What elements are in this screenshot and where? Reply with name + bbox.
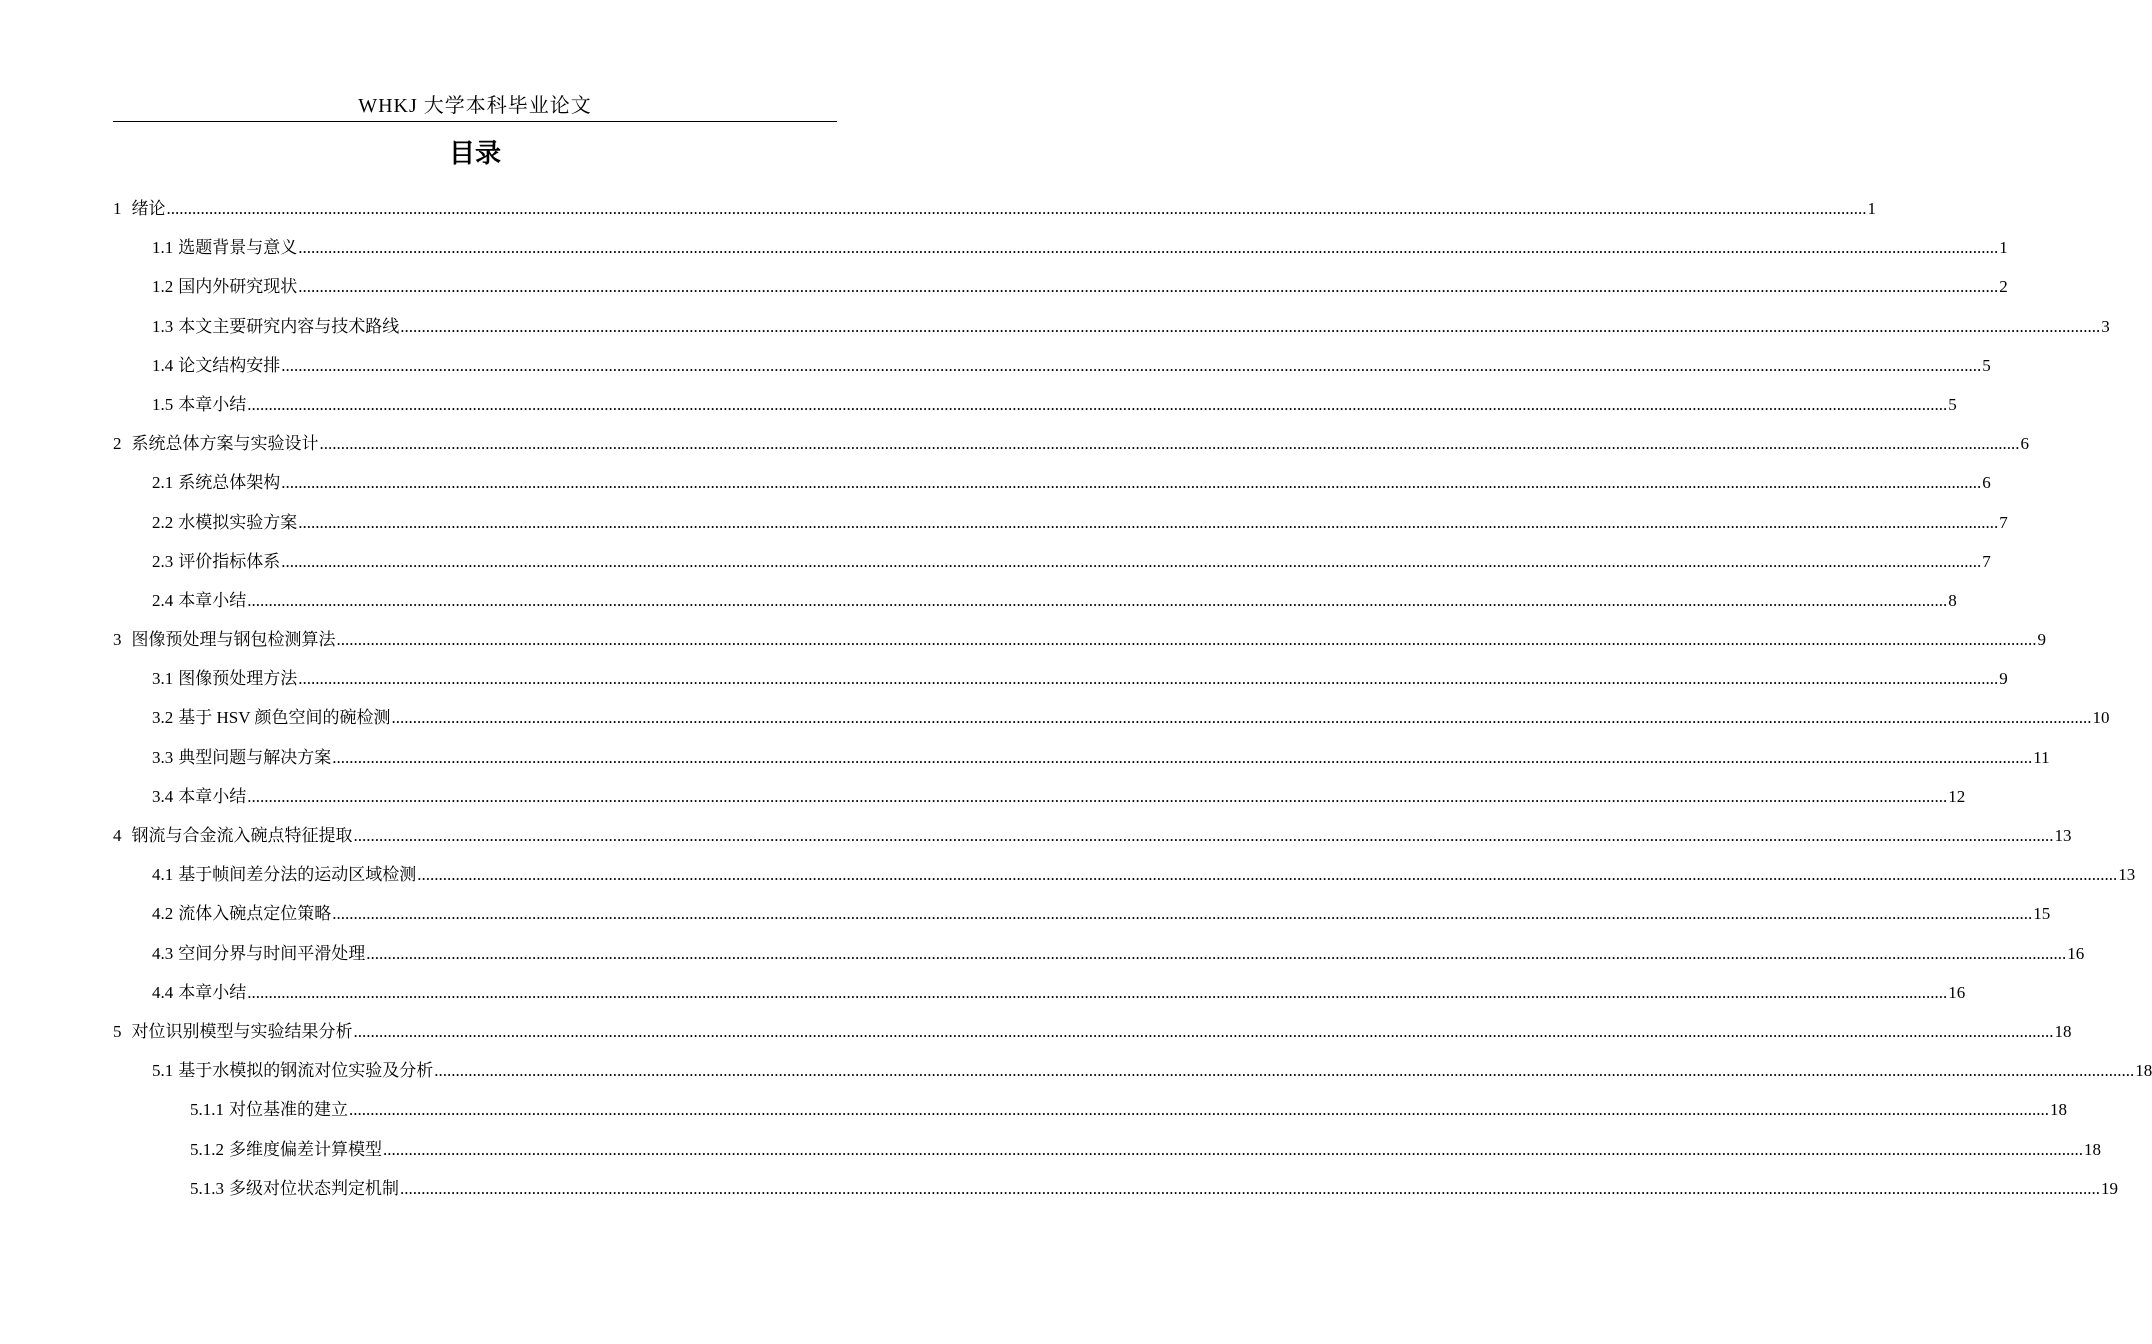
toc-entry-page-number: 12 xyxy=(1948,786,1966,806)
toc-entry[interactable] xyxy=(113,315,2110,354)
toc-entry-page-number: 13 xyxy=(2118,865,2136,885)
toc-entry-title: 图像预处理与钢包检测算法 xyxy=(131,630,336,650)
toc-entry[interactable] xyxy=(113,1177,2118,1216)
toc-entry[interactable] xyxy=(113,628,2046,667)
toc-entry-title: 水模拟实验方案 xyxy=(178,512,298,532)
table-of-contents xyxy=(113,197,2152,1216)
toc-entry-number: 5.1 xyxy=(152,1061,174,1081)
toc-entry[interactable] xyxy=(113,706,2110,745)
toc-entry-page-number: 6 xyxy=(1982,473,1991,493)
toc-entry-title: 本章小结 xyxy=(178,982,247,1002)
toc-entry-number: 2.4 xyxy=(152,590,174,610)
toc-entry-number: 2 xyxy=(113,434,122,454)
toc-entry-number: 5.1.2 xyxy=(190,1139,224,1159)
toc-entry-title: 空间分界与时间平滑处理 xyxy=(178,943,366,963)
toc-entry[interactable] xyxy=(113,550,1991,589)
toc-entry-title: 流体入碗点定位策略 xyxy=(178,904,332,924)
toc-entry[interactable] xyxy=(113,1059,2152,1098)
toc-dot-leader: ................................................................................................................................................................................................................................................................................................................................................................................................................ xyxy=(400,1178,2100,1198)
toc-entry-title: 多维度偏差计算模型 xyxy=(229,1139,382,1159)
toc-entry-number: 1.4 xyxy=(152,355,174,375)
toc-entry[interactable] xyxy=(113,1138,2101,1177)
toc-dot-leader: ................................................................................................................................................................................................................................................................................................................................................................................................................ xyxy=(353,1021,2054,1041)
toc-entry-page-number: 10 xyxy=(2092,708,2110,728)
toc-dot-leader: ................................................................................................................................................................................................................................................................................................................................................................................................................ xyxy=(349,1100,2049,1120)
toc-entry-number: 5.1.1 xyxy=(190,1100,224,1120)
toc-entry-number: 4.3 xyxy=(152,943,174,963)
toc-entry[interactable] xyxy=(113,511,2008,550)
toc-entry[interactable] xyxy=(113,432,2029,471)
toc-entry[interactable] xyxy=(113,471,1991,510)
toc-dot-leader: ................................................................................................................................................................................................................................................................................................................................................................................................................ xyxy=(332,904,2033,924)
toc-entry[interactable] xyxy=(113,236,2008,275)
toc-dot-leader: ................................................................................................................................................................................................................................................................................................................................................................................................................ xyxy=(319,434,2020,454)
toc-entry-page-number: 13 xyxy=(2054,826,2072,845)
toc-entry-page-number: 11 xyxy=(2033,747,2050,767)
toc-entry-title: 本章小结 xyxy=(178,590,247,610)
toc-dot-leader: ................................................................................................................................................................................................................................................................................................................................................................................................................ xyxy=(247,982,1948,1002)
toc-entry[interactable] xyxy=(113,1098,2067,1137)
toc-entry-title: 选题背景与意义 xyxy=(178,238,298,258)
toc-entry-page-number: 16 xyxy=(2067,943,2085,963)
toc-entry[interactable] xyxy=(113,902,2051,941)
toc-entry-title: 绪论 xyxy=(131,199,166,218)
toc-entry-page-number: 5 xyxy=(1982,355,1991,375)
toc-dot-leader: ................................................................................................................................................................................................................................................................................................................................................................................................................ xyxy=(281,355,1982,375)
toc-entry-number: 3.1 xyxy=(152,669,174,689)
toc-entry-title: 系统总体架构 xyxy=(178,473,281,493)
toc-dot-leader: ................................................................................................................................................................................................................................................................................................................................................................................................................ xyxy=(298,669,1999,689)
toc-dot-leader: ................................................................................................................................................................................................................................................................................................................................................................................................................ xyxy=(332,747,2033,767)
toc-entry-number: 3.3 xyxy=(152,747,174,767)
toc-entry[interactable] xyxy=(113,197,1876,236)
toc-entry-number: 2.2 xyxy=(152,512,174,532)
toc-dot-leader: ................................................................................................................................................................................................................................................................................................................................................................................................................ xyxy=(247,394,1948,414)
toc-entry-number: 1.1 xyxy=(152,238,174,258)
toc-entry-number: 4.1 xyxy=(152,865,174,885)
toc-entry[interactable] xyxy=(113,942,2085,981)
toc-dot-leader: ................................................................................................................................................................................................................................................................................................................................................................................................................ xyxy=(166,199,1867,218)
toc-dot-leader: ................................................................................................................................................................................................................................................................................................................................................................................................................ xyxy=(400,316,2101,336)
toc-entry-page-number: 16 xyxy=(1948,982,1966,1002)
toc-entry-title: 本章小结 xyxy=(178,394,247,414)
toc-entry[interactable] xyxy=(113,275,2008,314)
toc-entry-page-number: 15 xyxy=(2033,904,2051,924)
toc-entry-title: 图像预处理方法 xyxy=(178,669,298,689)
toc-entry-number: 3 xyxy=(113,630,122,650)
toc-dot-leader: ................................................................................................................................................................................................................................................................................................................................................................................................................ xyxy=(298,277,1999,297)
toc-entry-number: 2.1 xyxy=(152,473,174,493)
toc-entry-page-number: 18 xyxy=(2084,1139,2101,1159)
toc-entry[interactable] xyxy=(113,824,2072,863)
toc-entry-title: 本章小结 xyxy=(178,786,247,806)
toc-entry-page-number: 3 xyxy=(2101,316,2110,336)
toc-entry-page-number: 18 xyxy=(2054,1021,2072,1041)
toc-entry-number: 4 xyxy=(113,826,122,845)
toc-entry-title: 多级对位状态判定机制 xyxy=(229,1178,399,1198)
toc-entry-title: 基于帧间差分法的运动区域检测 xyxy=(178,865,417,885)
toc-entry-page-number: 8 xyxy=(1948,590,1957,610)
toc-entry[interactable] xyxy=(113,785,1966,824)
toc-dot-leader: ................................................................................................................................................................................................................................................................................................................................................................................................................ xyxy=(366,943,2067,963)
toc-entry-page-number: 19 xyxy=(2101,1178,2118,1198)
toc-dot-leader: ................................................................................................................................................................................................................................................................................................................................................................................................................ xyxy=(391,708,2092,728)
toc-entry-title: 评价指标体系 xyxy=(178,551,281,571)
toc-entry-page-number: 7 xyxy=(1982,551,1991,571)
toc-entry-title: 系统总体方案与实验设计 xyxy=(131,434,319,454)
toc-dot-leader: ................................................................................................................................................................................................................................................................................................................................................................................................................ xyxy=(434,1061,2135,1081)
toc-entry[interactable] xyxy=(113,667,2008,706)
toc-dot-leader: ................................................................................................................................................................................................................................................................................................................................................................................................................ xyxy=(281,473,1982,493)
toc-entry-title: 钢流与合金流入碗点特征提取 xyxy=(131,826,353,845)
toc-entry[interactable] xyxy=(113,589,1957,628)
toc-entry-page-number: 2 xyxy=(1999,277,2008,297)
toc-entry[interactable] xyxy=(113,863,2136,902)
toc-entry-title: 基于 HSV 颜色空间的碗检测 xyxy=(178,708,391,728)
toc-entry-title: 对位基准的建立 xyxy=(229,1100,348,1120)
toc-entry-number: 5.1.3 xyxy=(190,1178,224,1198)
toc-entry-page-number: 6 xyxy=(2020,434,2029,454)
toc-dot-leader: ................................................................................................................................................................................................................................................................................................................................................................................................................ xyxy=(353,826,2054,845)
toc-entry-page-number: 1 xyxy=(1867,199,1876,218)
toc-entry[interactable] xyxy=(113,354,1991,393)
toc-entry-title: 国内外研究现状 xyxy=(178,277,298,297)
toc-entry-page-number: 18 xyxy=(2050,1100,2067,1120)
header-rule xyxy=(113,121,837,122)
toc-entry-number: 3.4 xyxy=(152,786,174,806)
toc-entry-page-number: 18 xyxy=(2135,1061,2152,1081)
toc-entry[interactable] xyxy=(113,393,1957,432)
toc-entry-number: 1.5 xyxy=(152,394,174,414)
toc-entry-number: 3.2 xyxy=(152,708,174,728)
toc-dot-leader: ................................................................................................................................................................................................................................................................................................................................................................................................................ xyxy=(298,512,1999,532)
toc-entry[interactable] xyxy=(113,1020,2072,1059)
toc-entry-page-number: 7 xyxy=(1999,512,2008,532)
toc-entry-number: 1.2 xyxy=(152,277,174,297)
toc-entry-title: 论文结构安排 xyxy=(178,355,281,375)
toc-dot-leader: ................................................................................................................................................................................................................................................................................................................................................................................................................ xyxy=(247,786,1948,806)
toc-entry[interactable] xyxy=(113,981,1966,1020)
toc-entry-page-number: 1 xyxy=(1999,238,2008,258)
toc-dot-leader: ................................................................................................................................................................................................................................................................................................................................................................................................................ xyxy=(383,1139,2083,1159)
toc-entry-number: 1 xyxy=(113,199,122,218)
running-header: WHKJ 大学本科毕业论文 xyxy=(358,95,592,117)
toc-dot-leader: ................................................................................................................................................................................................................................................................................................................................................................................................................ xyxy=(298,238,1999,258)
toc-entry-number: 5 xyxy=(113,1021,122,1041)
toc-dot-leader: ................................................................................................................................................................................................................................................................................................................................................................................................................ xyxy=(281,551,1982,571)
toc-title: 目录 xyxy=(448,139,501,169)
toc-dot-leader: ................................................................................................................................................................................................................................................................................................................................................................................................................ xyxy=(336,630,2037,650)
toc-entry-number: 1.3 xyxy=(152,316,174,336)
toc-entry-title: 本文主要研究内容与技术路线 xyxy=(178,316,400,336)
toc-entry[interactable] xyxy=(113,746,2050,785)
toc-dot-leader: ................................................................................................................................................................................................................................................................................................................................................................................................................ xyxy=(247,590,1948,610)
toc-entry-number: 4.2 xyxy=(152,904,174,924)
toc-entry-page-number: 9 xyxy=(2037,630,2046,650)
toc-dot-leader: ................................................................................................................................................................................................................................................................................................................................................................................................................ xyxy=(417,865,2118,885)
toc-entry-title: 基于水模拟的钢流对位实验及分析 xyxy=(178,1061,434,1081)
toc-entry-page-number: 5 xyxy=(1948,394,1957,414)
toc-entry-title: 典型问题与解决方案 xyxy=(178,747,332,767)
toc-entry-number: 2.3 xyxy=(152,551,174,571)
toc-entry-title: 对位识别模型与实验结果分析 xyxy=(131,1021,353,1041)
toc-entry-page-number: 9 xyxy=(1999,669,2008,689)
toc-entry-number: 4.4 xyxy=(152,982,174,1002)
